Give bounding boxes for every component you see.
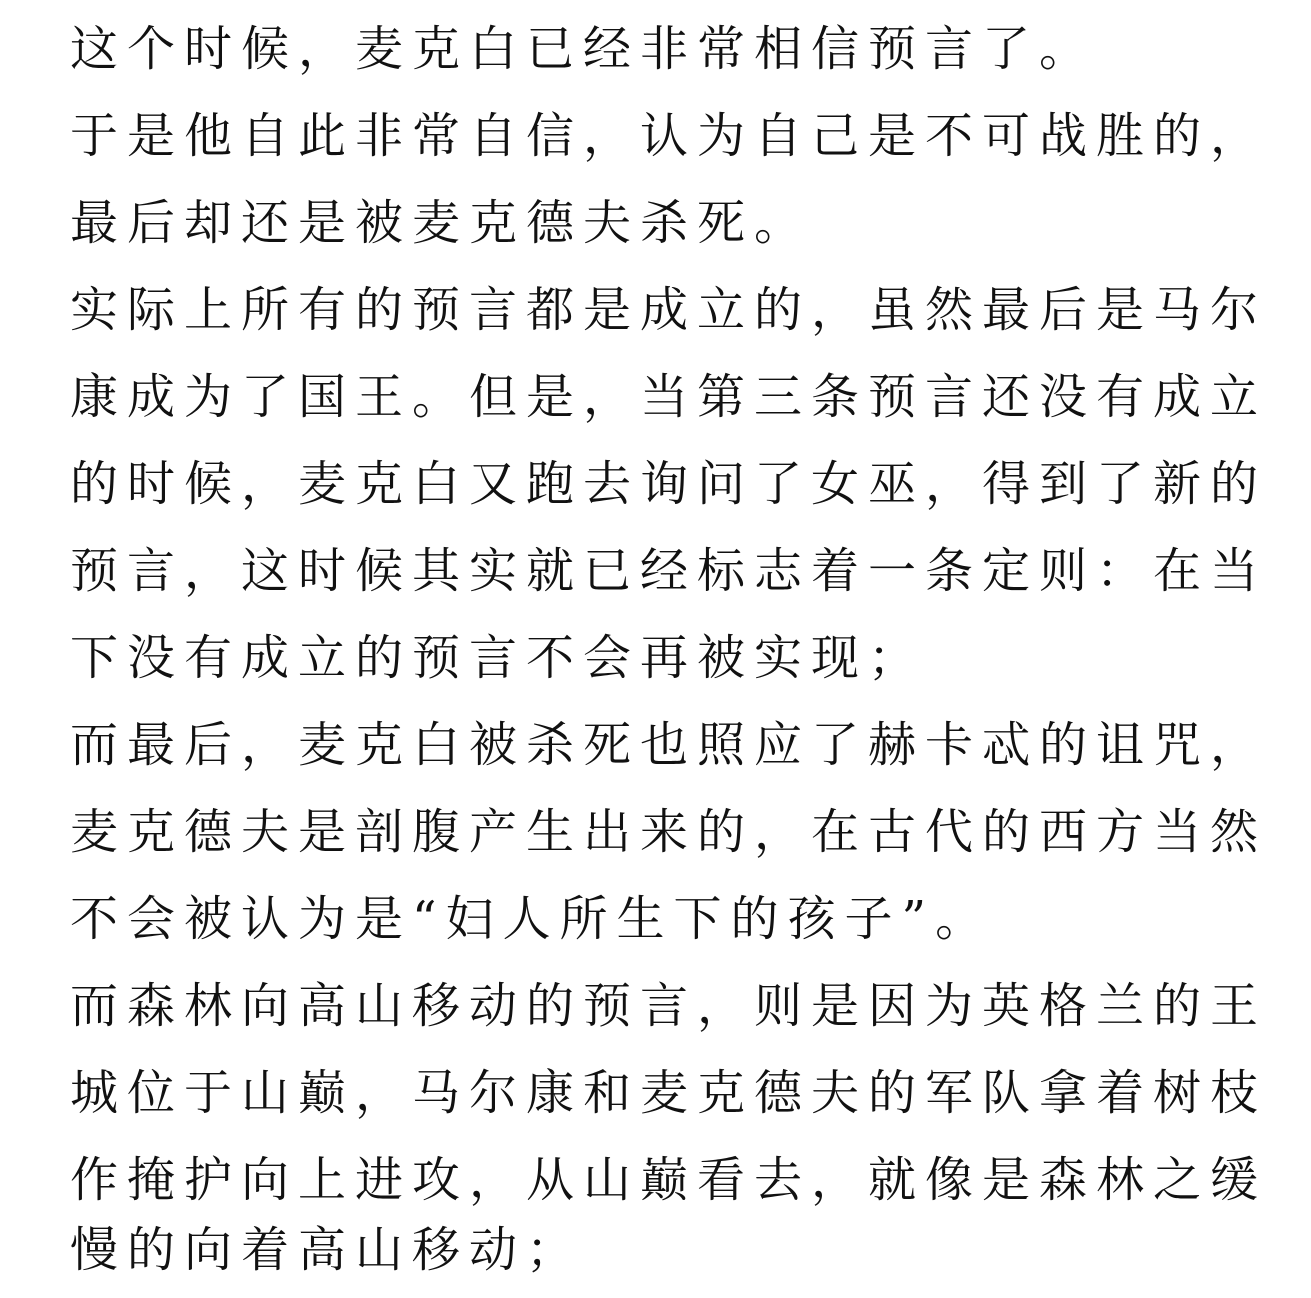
text-line: 这个时候，麦克白已经非常相信预言了。 <box>70 21 1097 77</box>
text-line: 最后却还是被麦克德夫杀死。 <box>70 195 812 251</box>
text-line: 康成为了国王。但是，当第三条预言还没有成立 <box>70 369 1268 425</box>
text-line: 城位于山巅，马尔康和麦克德夫的军队拿着树枝 <box>70 1065 1268 1121</box>
text-line: 不会被认为是“妇人所生下的孩子”。 <box>70 891 993 947</box>
text-line: 下没有成立的预言不会再被实现； <box>70 630 926 686</box>
text-line: 于是他自此非常自信，认为自己是不可战胜的， <box>70 108 1268 164</box>
text-line: 的时候，麦克白又跑去询问了女巫，得到了新的 <box>70 456 1268 512</box>
text-line: 而最后，麦克白被杀死也照应了赫卡忒的诅咒， <box>70 717 1268 773</box>
text-line: 预言，这时候其实就已经标志着一条定则：在当 <box>70 543 1268 599</box>
text-line: 麦克德夫是剖腹产生出来的，在古代的西方当然 <box>70 804 1268 860</box>
text-line: 作掩护向上进攻，从山巅看去，就像是森林之缓 <box>70 1152 1268 1208</box>
text-line: 实际上所有的预言都是成立的，虽然最后是马尔 <box>70 282 1268 338</box>
text-line: 而森林向高山移动的预言，则是因为英格兰的王 <box>70 978 1268 1034</box>
text-line: 慢的向着高山移动； <box>70 1222 584 1278</box>
